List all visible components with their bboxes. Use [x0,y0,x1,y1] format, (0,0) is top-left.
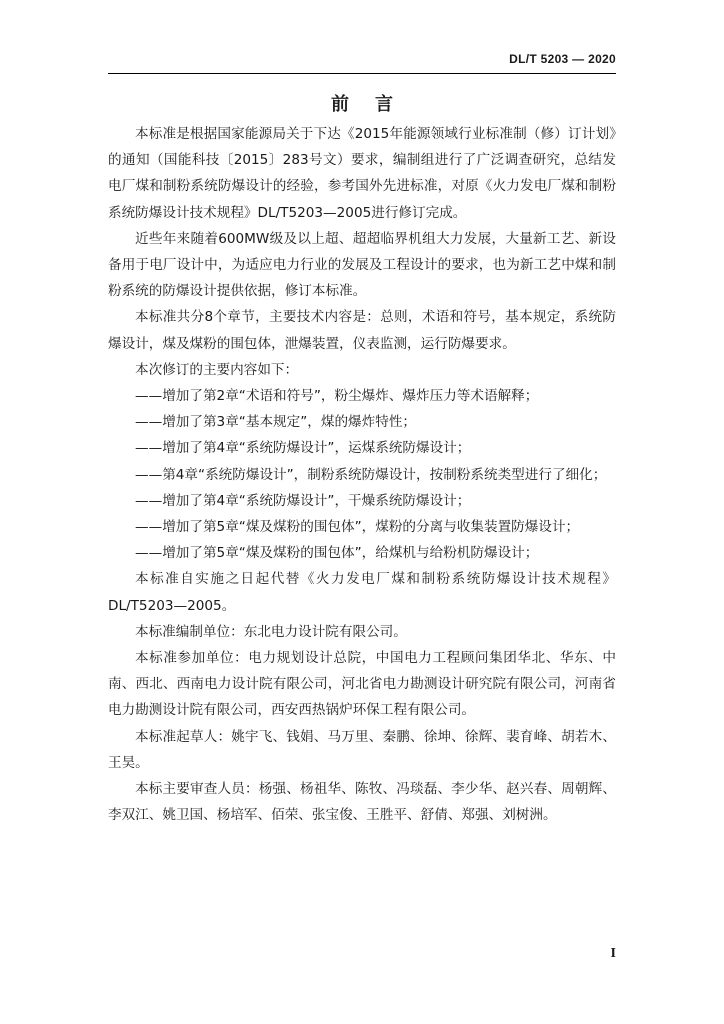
title-char-2: 言 [375,94,393,115]
standard-code-header: DL/T 5203 — 2020 [509,52,616,66]
paragraph-contents: 本标准共分8个章节，主要技术内容是：总则，术语和符号，基本规定，系统防爆设计，煤及煤粉的围包体，泄爆装置，仪表监测，运行防爆要求。 [108,309,616,352]
paragraph-drafters: 本标准起草人：姚宇飞、钱娟、马万里、秦鹏、徐坤、徐辉、裴育峰、胡若木、王昊。 [108,728,616,771]
title-char-1: 前 [331,94,349,115]
revision-item: ——增加了第4章“系统防爆设计”，干燥系统防爆设计； [135,492,471,509]
revision-item: ——第4章“系统防爆设计”，制粉系统防爆设计，按制粉系统类型进行了细化； [135,466,607,483]
preface-body [108,121,616,828]
page-title [0,90,724,116]
paragraph-reviewers: 本标主要审查人员：杨强、杨祖华、陈牧、冯琰磊、李少华、赵兴春、周朝辉、李双江、姚卫国、杨培军、佰荣、张宝俊、王胜平、舒倩、郑强、刘树洲。 [108,781,616,824]
paragraph-editor-unit: 本标准编制单位：东北电力设计院有限公司。 [135,623,407,640]
revision-item: ——增加了第4章“系统防爆设计”，运煤系统防爆设计； [135,440,471,457]
header-rule [108,73,616,74]
revision-item: ——增加了第2章“术语和符号”，粉尘爆炸、爆炸压力等术语解释； [135,388,539,405]
revision-item: ——增加了第3章“基本规定”，煤的爆炸特性； [135,414,417,431]
revision-item: ——增加了第5章“煤及煤粉的围包体”，煤粉的分离与收集装置防爆设计； [135,519,580,536]
paragraph-revisions-heading: 本次修订的主要内容如下： [135,361,299,378]
paragraph-replacement: 本标准自实施之日起代替《火力发电厂煤和制粉系统防爆设计技术规程》DL/T5203—2005。 [108,571,616,614]
paragraph-intro: 本标准是根据国家能源局关于下达《2015年能源领域行业标准制（修）订计划》的通知（国能科技〔2015〕283号文）要求，编制组进行了广泛调查研究，总结发电厂煤和制粉系统防爆设计的经验，参考国外先进标准，对原《火力发电厂煤和制粉系统防爆设计技术规程》DL/T5203—2005进行修订完成。 [108,126,616,221]
paragraph-participating-units: 本标准参加单位：电力规划设计总院，中国电力工程顾问集团华北、华东、中南、西北、西南电力设计院有限公司，河北省电力勘测设计研究院有限公司，河南省电力勘测设计院有限公司，西安西热锅炉环保工程有限公司。 [108,650,616,719]
revision-item: ——增加了第5章“煤及煤粉的围包体”，给煤机与给粉机防爆设计； [135,545,539,562]
page-number: I [610,946,616,961]
paragraph-background: 近些年来随着600MW级及以上超、超超临界机组大力发展，大量新工艺、新设备用于电厂设计中，为适应电力行业的发展及工程设计的要求，也为新工艺中煤和制粉系统的防爆设计提供依据，修订本标准。 [108,230,616,300]
